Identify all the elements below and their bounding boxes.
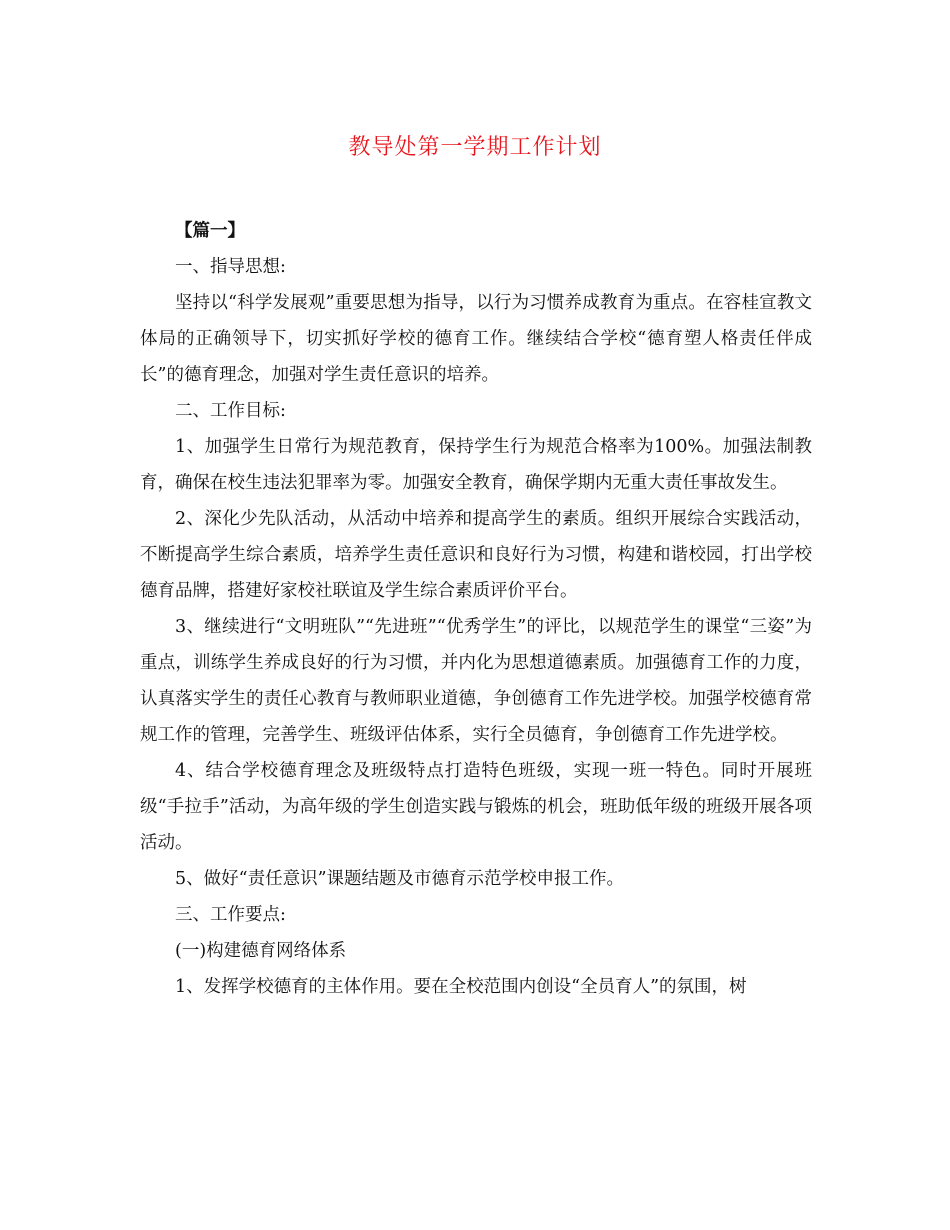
paragraph-goal-1: 1、加强学生日常行为规范教育，保持学生行为规范合格率为100%。加强法制教育，确保在校生违法犯罪率为零。加强安全教育，确保学期内无重大责任事故发生。 <box>140 437 812 493</box>
document-body <box>140 213 812 1005</box>
paragraph-point-1: 1、发挥学校德育的主体作用。要在全校范围内创设“全员育人”的氛围，树 <box>175 977 747 997</box>
paragraph-goal-2: 2、深化少先队活动，从活动中培养和提高学生的素质。组织开展综合实践活动，不断提高学生综合素质，培养学生责任意识和良好行为习惯，构建和谐校园，打出学校德育品牌，搭建好家校社联谊及学生综合素质评价平台。 <box>140 509 812 601</box>
paragraph-goal-3: 3、继续进行“文明班队”“先进班”“优秀学生”的评比，以规范学生的课堂“三姿”为重点，训练学生养成良好的行为习惯，并内化为思想道德素质。加强德育工作的力度，认真落实学生的责任心教育与教师职业道德，争创德育工作先进学校。加强学校德育常规工作的管理，完善学生、班级评估体系，实行全员德育，争创德育工作先进学校。 <box>140 617 812 745</box>
paragraph-guiding-thought: 坚持以“科学发展观”重要思想为指导，以行为习惯养成教育为重点。在容桂宣教文体局的正确领导下，切实抓好学校的德育工作。继续结合学校“德育塑人格责任伴成长”的德育理念，加强对学生责任意识的培养。 <box>140 293 812 385</box>
heading-work-points: 三、工作要点: <box>175 905 286 925</box>
heading-work-goals: 二、工作目标: <box>175 401 286 421</box>
paragraph-goal-5: 5、做好“责任意识”课题结题及市德育示范学校申报工作。 <box>175 869 625 889</box>
heading-guiding-thought: 一、指导思想: <box>175 257 286 277</box>
section-label: 【篇一】 <box>175 221 245 241</box>
document-title: 教导处第一学期工作计划 <box>348 135 602 160</box>
paragraph-goal-4: 4、结合学校德育理念及班级特点打造特色班级，实现一班一特色。同时开展班级“手拉手”活动，为高年级的学生创造实践与锻炼的机会，班助低年级的班级开展各项活动。 <box>140 761 812 853</box>
subheading-moral-network: (一)构建德育网络体系 <box>175 941 347 961</box>
